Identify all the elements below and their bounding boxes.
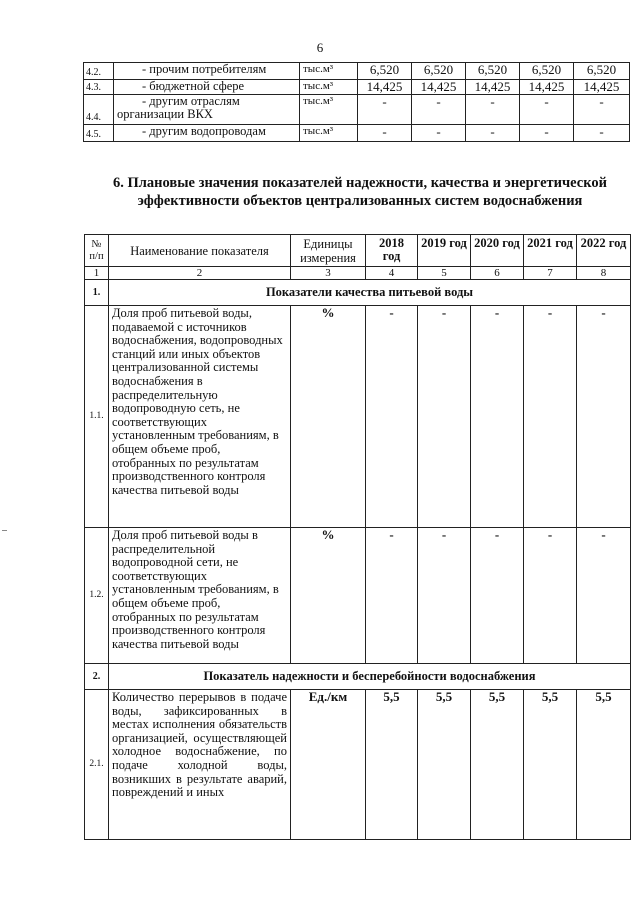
indicators-table bbox=[84, 234, 631, 840]
index-row bbox=[85, 267, 631, 280]
row-number: 4.2. bbox=[84, 63, 114, 80]
row-number: 1.2. bbox=[85, 528, 109, 664]
value-cell: 5,5 bbox=[366, 690, 418, 840]
value-cell: - bbox=[412, 125, 466, 142]
row-number: 1.1. bbox=[85, 306, 109, 528]
row-name: Количество перерывов в подаче воды, зафиксированных в местах исполнения обязательств организацией, осуществляющей холодное водоснабжение, по подаче холодной воды, возникших в результате аварий, повреждений и иных bbox=[109, 690, 291, 840]
value-cell: 6,520 bbox=[358, 63, 412, 80]
table-row bbox=[85, 690, 631, 840]
page-number: 6 bbox=[316, 40, 324, 55]
section-number: 2. bbox=[85, 664, 109, 690]
row-name-line: организации ВКХ bbox=[117, 107, 213, 121]
section-heading: Показатели качества питьевой воды bbox=[109, 280, 631, 306]
value-cell: - bbox=[466, 95, 520, 125]
value-cell: - bbox=[577, 528, 631, 664]
header-year: 2019 год bbox=[418, 235, 471, 267]
index-cell: 1 bbox=[85, 267, 109, 280]
header-year: 2021 год bbox=[524, 235, 577, 267]
index-cell: 8 bbox=[577, 267, 631, 280]
value-cell: 6,520 bbox=[574, 63, 630, 80]
table-row bbox=[85, 306, 631, 528]
index-cell: 3 bbox=[291, 267, 366, 280]
index-cell: 4 bbox=[366, 267, 418, 280]
value-cell: - bbox=[471, 306, 524, 528]
row-unit: % bbox=[291, 528, 366, 664]
value-cell: - bbox=[418, 528, 471, 664]
header-number: № п/п bbox=[85, 235, 109, 267]
value-cell: - bbox=[520, 95, 574, 125]
value-cell: - bbox=[574, 125, 630, 142]
row-number: 4.5. bbox=[84, 125, 114, 142]
value-cell: - bbox=[466, 125, 520, 142]
row-name: - бюджетной сфере bbox=[114, 80, 300, 95]
value-cell: 5,5 bbox=[418, 690, 471, 840]
value-cell: - bbox=[520, 125, 574, 142]
value-cell: - bbox=[366, 306, 418, 528]
value-cell: - bbox=[574, 95, 630, 125]
value-cell: - bbox=[366, 528, 418, 664]
section-row bbox=[85, 664, 631, 690]
row-unit: тыс.м³ bbox=[300, 80, 358, 95]
value-cell: - bbox=[418, 306, 471, 528]
section-row bbox=[85, 280, 631, 306]
row-unit: % bbox=[291, 306, 366, 528]
row-unit: Ед./км bbox=[291, 690, 366, 840]
index-cell: 6 bbox=[471, 267, 524, 280]
row-name-line: - другим отраслям bbox=[142, 94, 240, 108]
table-row bbox=[84, 95, 630, 125]
table-row bbox=[84, 80, 630, 95]
header-year: 2018 год bbox=[366, 235, 418, 267]
row-name: - прочим потребителям bbox=[114, 63, 300, 80]
value-cell: - bbox=[358, 125, 412, 142]
value-cell: 6,520 bbox=[412, 63, 466, 80]
row-name bbox=[114, 95, 300, 125]
header-row bbox=[85, 235, 631, 267]
top-table bbox=[83, 62, 630, 142]
value-cell: - bbox=[471, 528, 524, 664]
value-cell: 5,5 bbox=[524, 690, 577, 840]
row-number: 4.4. bbox=[84, 95, 114, 125]
row-name: Доля проб питьевой воды в распределительной водопроводной сети, не соответствующих установленным требованиям, в общем объеме проб, отобранных по результатам производственного контроля качества питьевой воды bbox=[109, 528, 291, 664]
header-name: Наименование показателя bbox=[109, 235, 291, 267]
value-cell: 14,425 bbox=[574, 80, 630, 95]
row-name: Доля проб питьевой воды, подаваемой с источников водоснабжения, водопроводных станций или иных объектов централизованной системы водоснабжения в распределительную водопроводную сеть, не соответствующих установленным требованиям, в общем объеме проб, отобранных по результатам производственного контроля качества питьевой воды bbox=[109, 306, 291, 528]
index-cell: 2 bbox=[109, 267, 291, 280]
section-number: 1. bbox=[85, 280, 109, 306]
value-cell: - bbox=[412, 95, 466, 125]
table-row bbox=[85, 528, 631, 664]
row-number: 4.3. bbox=[84, 80, 114, 95]
value-cell: 14,425 bbox=[412, 80, 466, 95]
index-cell: 7 bbox=[524, 267, 577, 280]
row-name: - другим водопроводам bbox=[114, 125, 300, 142]
value-cell: - bbox=[524, 306, 577, 528]
section-heading: Показатель надежности и бесперебойности водоснабжения bbox=[109, 664, 631, 690]
value-cell: - bbox=[358, 95, 412, 125]
header-year: 2020 год bbox=[471, 235, 524, 267]
value-cell: 5,5 bbox=[577, 690, 631, 840]
row-unit: тыс.м³ bbox=[300, 125, 358, 142]
table-row bbox=[84, 125, 630, 142]
value-cell: 6,520 bbox=[520, 63, 574, 80]
value-cell: 6,520 bbox=[466, 63, 520, 80]
value-cell: 14,425 bbox=[520, 80, 574, 95]
header-year: 2022 год bbox=[577, 235, 631, 267]
row-unit: тыс.м³ bbox=[300, 95, 358, 125]
value-cell: - bbox=[577, 306, 631, 528]
header-unit: Единицы измерения bbox=[291, 235, 366, 267]
value-cell: 14,425 bbox=[466, 80, 520, 95]
value-cell: 14,425 bbox=[358, 80, 412, 95]
row-number: 2.1. bbox=[85, 690, 109, 840]
index-cell: 5 bbox=[418, 267, 471, 280]
value-cell: 5,5 bbox=[471, 690, 524, 840]
section-title: 6. Плановые значения показателей надежности, качества и энергетической эффективности объектов централизованных систем водоснабжения bbox=[113, 175, 607, 209]
row-unit: тыс.м³ bbox=[300, 63, 358, 80]
table-row bbox=[84, 63, 630, 80]
value-cell: - bbox=[524, 528, 577, 664]
margin-mark bbox=[2, 530, 7, 531]
